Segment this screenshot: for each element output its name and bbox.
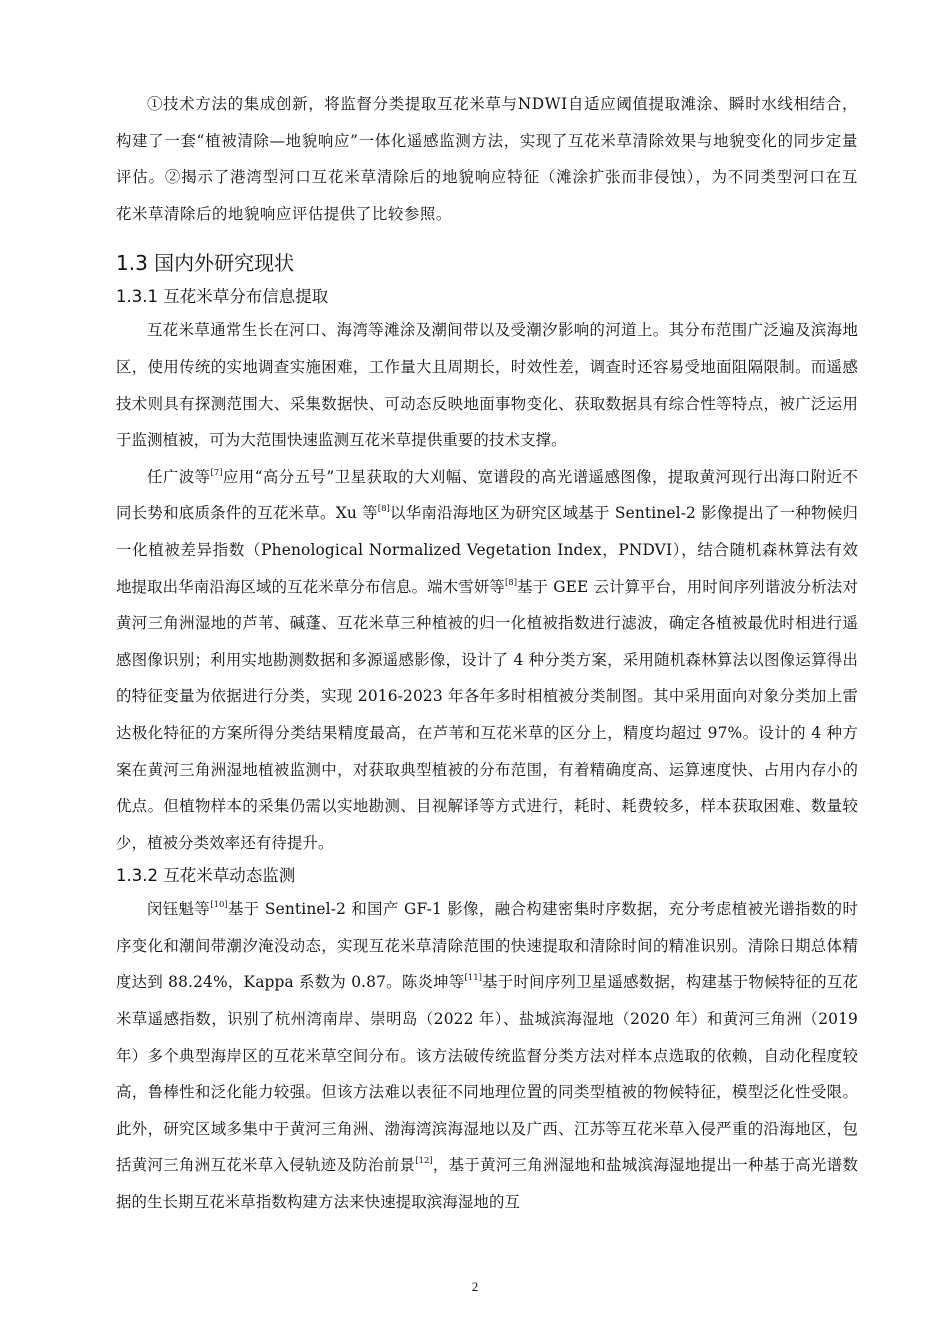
- citation-ref: [8]: [504, 577, 518, 588]
- text-span: 闵钰魁等: [147, 900, 211, 919]
- paragraph-1-3-2: [116, 891, 858, 1220]
- page-number: 2: [471, 1279, 479, 1294]
- text-span: 任广波等: [147, 467, 211, 486]
- section-heading-1-3-1: 1.3.1 互花米草分布信息提取: [116, 287, 329, 307]
- intro-paragraph: ①技术方法的集成创新，将监督分类提取互花米草与NDWI自适应阈值提取滩涂、瞬时水线相结合，构建了一套“植被清除—地貌响应”一体化遥感监测方法，实现了互花米草清除效果与地貌变化的同步定量评估。②揭示了港湾型河口互花米草清除后的地貌响应特征（滩涂扩张而非侵蚀），为不同类型河口在互花米草清除后的地貌响应评估提供了比较参照。: [116, 95, 858, 223]
- citation-ref: [10]: [210, 900, 228, 911]
- citation-ref: [8]: [377, 504, 390, 515]
- page-content: [116, 86, 858, 1221]
- section-heading-1-3: 1.3 国内外研究现状: [116, 251, 295, 276]
- text-span: 应用“高分五号”卫星获取的大刈幅、宽谱段的高光谱遥感图像，提取黄河现行出海口附近不同长势和底质条件的互花米草。Xu 等: [116, 467, 858, 523]
- paragraph-1-3-1-b: [116, 459, 858, 862]
- citation-ref: [7]: [210, 467, 223, 478]
- text-span: 基于 GEE 云计算平台，用时间序列谐波分析法对黄河三角洲湿地的芦苇、碱蓬、互花米草三种植被的归一化植被指数进行滤波，确定各植被最优时相进行遥感图像识别；利用实地勘测数据和多源遥感影像，设计了 4 种分类方案，采用随机森林算法以图像运算得出的特征变量为依据进行分类，实现 2016-2023 年各年多时相植被分类制图。其中采用面向对象分类加上雷达极化特征的方案所得分类结果精度最高，在芦苇和互花米草的区分上，精度均超过 97%。设计的 4 种方案在黄河三角洲湿地植被监测中，对获取典型植被的分布范围，有着精确度高、运算速度快、占用内存小的优点。但植物样本的采集仍需以实地勘测、目视解译等方式进行，耗时、耗费较多，样本获取困难、数量较少，植被分类效率还有待提升。: [116, 577, 858, 852]
- text-span: 以华南沿海地区为研究区域基于 Sentinel-2 影像提出了一种物候归一化植被差异指数（Phenological Normalized Vegetation Index，PNDVI），结合随机森林算法有效地提取出华南沿海区域的互花米草分布信息。端木雪妍等: [116, 504, 858, 596]
- text-span: ，基于黄河三角洲湿地和盐城滨海湿地提出一种基于高光谱数据的生长期互花米草指数构建方法来快速提取滨海湿地的互: [116, 1156, 858, 1212]
- section-heading-1-3-2: 1.3.2 互花米草动态监测: [116, 866, 296, 886]
- text-span: 基于时间序列卫星遥感数据，构建基于物候特征的互花米草遥感指数，识别了杭州湾南岸、崇明岛（2022 年）、盐城滨海湿地（2020 年）和黄河三角洲（2019 年）多个典型海岸区的互花米草空间分布。该方法破传统监督分类方法对样本点选取的依赖，自动化程度较高，鲁棒性和泛化能力较强。但该方法难以表征不同地理位置的同类型植被的物候特征，模型泛化性受限。此外，研究区域多集中于黄河三角洲、渤海湾滨海湿地以及广西、江苏等互花米草入侵严重的沿海地区，包括黄河三角洲互花米草入侵轨迹及防治前景: [116, 973, 858, 1175]
- text-span: 基于 Sentinel-2 和国产 GF-1 影像，融合构建密集时序数据，充分考虑植被光谱指数的时序变化和潮间带潮汐淹没动态，实现互花米草清除范围的快速提取和清除时间的精准识别。清除日期总体精度达到 88.24%，Kappa 系数为 0.87。陈炎坤等: [116, 900, 858, 992]
- citation-ref: [11]: [464, 973, 482, 984]
- citation-ref: [12]: [415, 1156, 433, 1167]
- paragraph-1-3-1-a: 互花米草通常生长在河口、海湾等滩涂及潮间带以及受潮汐影响的河道上。其分布范围广泛遍及滨海地区，使用传统的实地调查实施困难，工作量大且周期长，时效性差，调查时还容易受地面阻隔限制。而遥感技术则具有探测范围大、采集数据快、可动态反映地面事物变化、获取数据具有综合性等特点，被广泛运用于监测植被，可为大范围快速监测互花米草提供重要的技术支撑。: [116, 321, 858, 450]
